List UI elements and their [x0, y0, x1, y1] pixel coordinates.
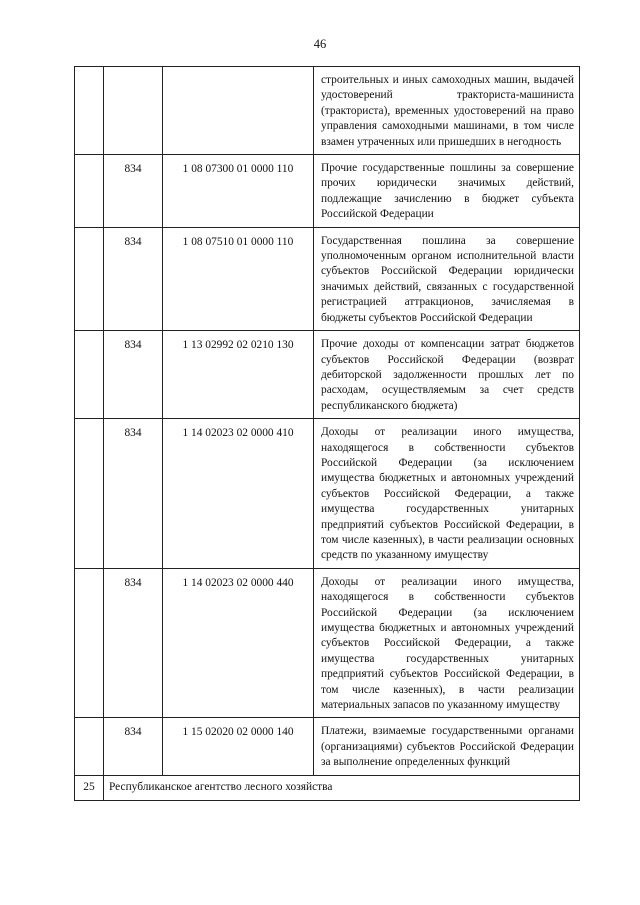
admin-code-cell [104, 67, 163, 155]
section-row [75, 775, 580, 800]
revenue-code-cell: 1 14 02023 02 0000 410 [163, 419, 314, 569]
revenue-codes-table [74, 66, 580, 801]
description-cell: Доходы от реализации иного имущества, находящегося в собственности субъектов Российской Федерации (за исключением имущества бюджетных и автономных учреждений субъектов Российской Федерации, а также имущества государственных унитарных предприятий субъектов Российской Федерации, в том числе казенных), в части реализации основных средств по указанному имуществу [314, 419, 580, 569]
revenue-code-cell: 1 08 07300 01 0000 110 [163, 155, 314, 228]
row-number-cell [75, 419, 104, 569]
table-row [75, 331, 580, 419]
row-number-cell [75, 155, 104, 228]
description-cell: Прочие государственные пошлины за совершение прочих юридически значимых действий, подлежащие зачислению в бюджет субъекта Российской Федерации [314, 155, 580, 228]
admin-code-cell: 834 [104, 331, 163, 419]
section-title: Республиканское агентство лесного хозяйства [104, 775, 580, 800]
revenue-code-cell [163, 67, 314, 155]
section-number: 25 [75, 775, 104, 800]
row-number-cell [75, 227, 104, 330]
admin-code-cell: 834 [104, 227, 163, 330]
revenue-code-cell: 1 14 02023 02 0000 440 [163, 568, 314, 718]
table-row [75, 227, 580, 330]
admin-code-cell: 834 [104, 718, 163, 775]
description-cell: Доходы от реализации иного имущества, находящегося в собственности субъектов Российской Федерации (за исключением имущества бюджетных и автономных учреждений субъектов Российской Федерации, а также имущества государственных унитарных предприятий субъектов Российской Федерации, в том числе казенных), в части реализации материальных запасов по указанному имуществу [314, 568, 580, 718]
revenue-code-cell: 1 15 02020 02 0000 140 [163, 718, 314, 775]
table-row [75, 155, 580, 228]
table-body [75, 67, 580, 801]
row-number-cell [75, 67, 104, 155]
description-cell: строительных и иных самоходных машин, выдачей удостоверений тракториста-машиниста (тракториста), временных удостоверений на право управления самоходными машинами, в том числе взамен утраченных или пришедших в негодность [314, 67, 580, 155]
page-number: 46 [313, 37, 327, 51]
admin-code-cell: 834 [104, 419, 163, 569]
revenue-code-cell: 1 13 02992 02 0210 130 [163, 331, 314, 419]
table-row [75, 568, 580, 718]
row-number-cell [75, 718, 104, 775]
admin-code-cell: 834 [104, 568, 163, 718]
table-row [75, 718, 580, 775]
description-cell: Государственная пошлина за совершение уполномоченным органом исполнительной власти субъектов Российской Федерации юридически значимых действий, связанных с государственной регистрацией аттракционов, зачисляемая в бюджеты субъектов Российской Федерации [314, 227, 580, 330]
description-cell: Платежи, взимаемые государственными органами (организациями) субъектов Российской Федерации за выполнение определенных функций [314, 718, 580, 775]
table-row [75, 67, 580, 155]
row-number-cell [75, 568, 104, 718]
table-row [75, 419, 580, 569]
admin-code-cell: 834 [104, 155, 163, 228]
description-cell: Прочие доходы от компенсации затрат бюджетов субъектов Российской Федерации (возврат дебиторской задолженности прошлых лет по расходам, осуществляемым за счет средств республиканского бюджета) [314, 331, 580, 419]
row-number-cell [75, 331, 104, 419]
revenue-code-cell: 1 08 07510 01 0000 110 [163, 227, 314, 330]
